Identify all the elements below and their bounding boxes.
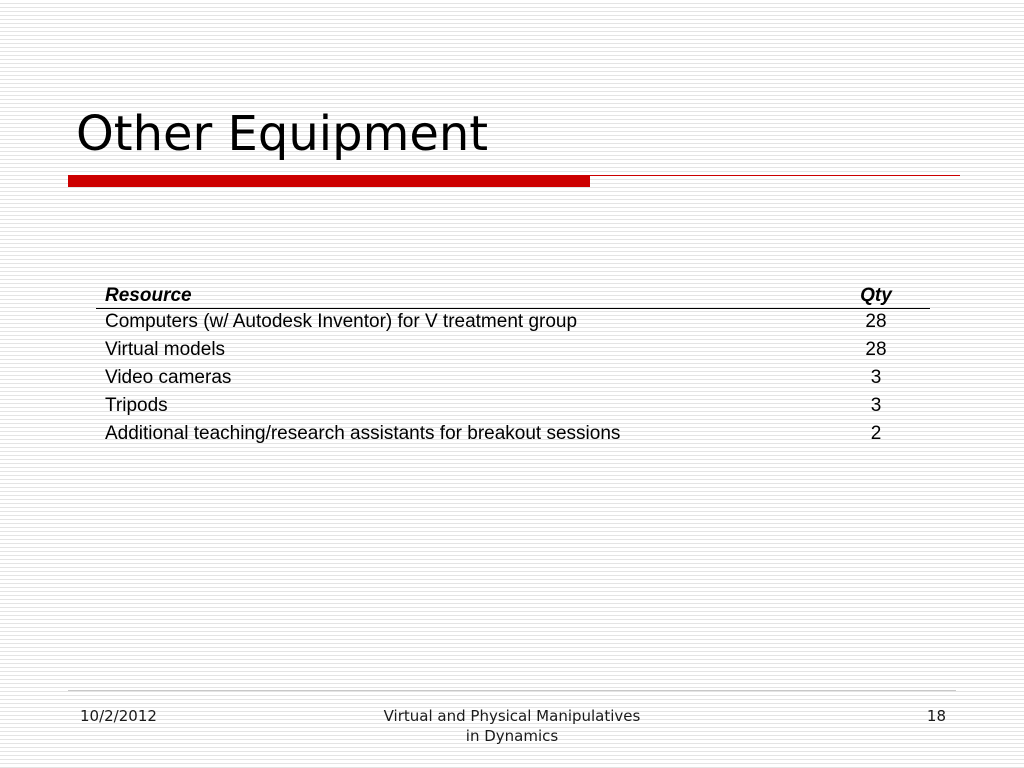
header-resource: Resource xyxy=(96,282,831,309)
cell-resource: Virtual models xyxy=(105,339,226,360)
footer-title-line-1: Virtual and Physical Manipulatives xyxy=(383,707,641,725)
title-accent-line xyxy=(590,175,960,176)
title-accent-bar xyxy=(68,175,590,187)
table-header-row xyxy=(96,282,930,309)
cell-resource: Computers (w/ Autodesk Inventor) for V treatment group xyxy=(105,311,578,332)
table-row xyxy=(96,421,930,449)
table-row xyxy=(96,309,930,338)
footer-presentation-title xyxy=(352,706,672,746)
cell-qty: 3 xyxy=(870,367,882,388)
header-qty: Qty xyxy=(831,282,930,309)
footer-page-number: 18 xyxy=(926,707,946,725)
cell-resource: Video cameras xyxy=(105,367,232,388)
footer-title-line-2: in Dynamics xyxy=(465,727,559,745)
footer-divider xyxy=(68,690,956,691)
table-row xyxy=(96,337,930,365)
cell-qty: 28 xyxy=(865,339,887,360)
cell-qty: 2 xyxy=(870,423,882,444)
cell-qty: 28 xyxy=(865,311,887,332)
cell-qty: 3 xyxy=(870,395,882,416)
table-row xyxy=(96,393,930,421)
cell-resource: Tripods xyxy=(105,395,168,416)
cell-resource: Additional teaching/research assistants for breakout sessions xyxy=(105,423,621,444)
resource-table xyxy=(96,282,930,449)
table-row xyxy=(96,365,930,393)
slide-title: Other Equipment xyxy=(76,106,489,162)
footer-date: 10/2/2012 xyxy=(80,707,157,725)
